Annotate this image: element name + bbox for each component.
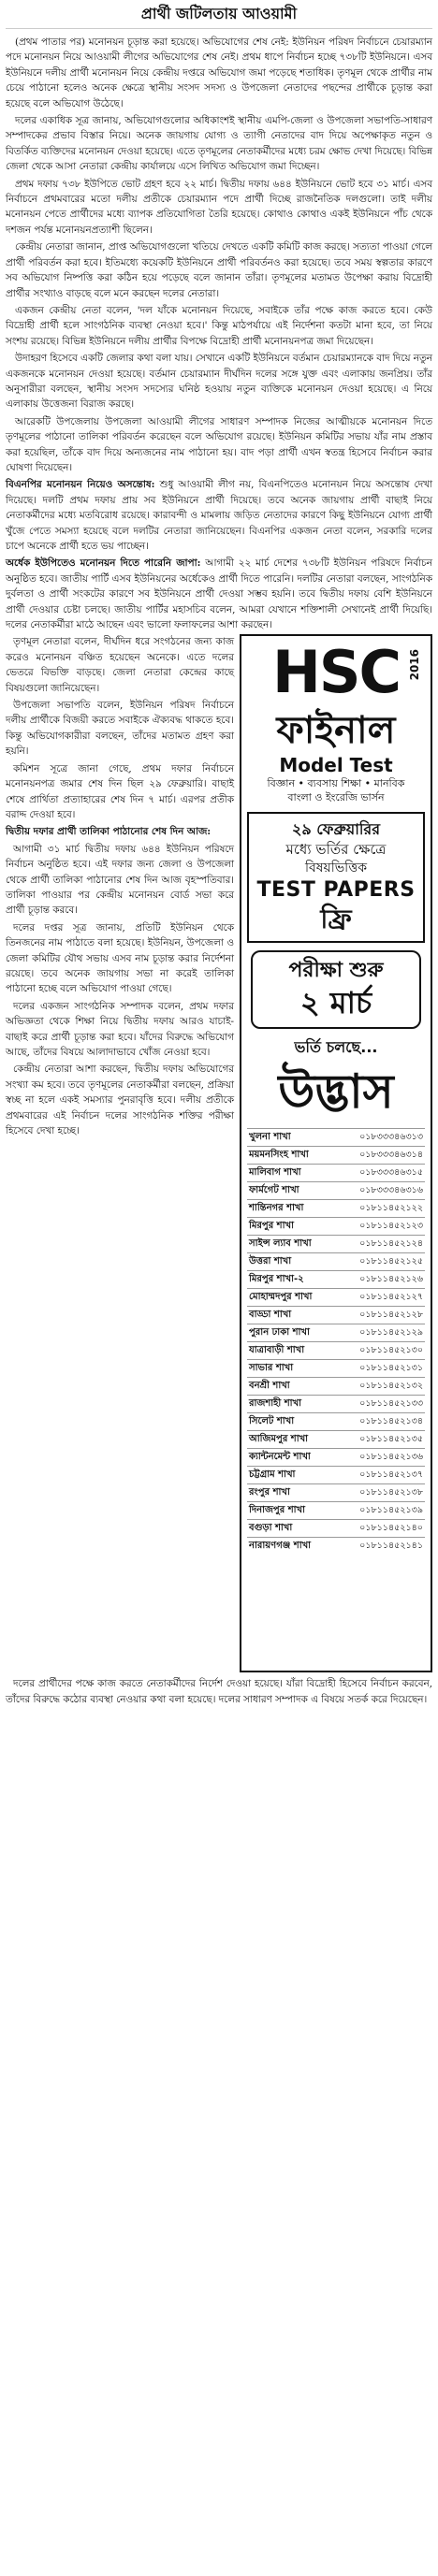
ad-branch-phone: ০১৮১১৪৫২১৩৯ xyxy=(336,1502,425,1520)
ad-branch-name: উত্তরা শাখা xyxy=(247,1253,336,1271)
ad-branch-row xyxy=(247,1129,425,1147)
article-headline: প্রার্থী জটিলতায় আওয়ামী xyxy=(6,4,432,29)
ad-branch-name: বনশ্রী শাখা xyxy=(247,1378,336,1396)
ad-branch-row xyxy=(247,1182,425,1200)
article-paragraph: আগামী ৩১ মার্চ দ্বিতীয় দফায় ৬৪৪ ইউনিয়ন পরিষদে নির্বাচন অনুষ্ঠিত হবে। এই দফার জন্য জেলা ও উপজেলা থেকে প্রার্থী তালিকা পাঠানোর শেষ দিন আজ বৃহস্পতিবার। তালিকা পাওয়ার পর কেন্দ্রীয় মনোনয়ন বোর্ড সভা করে প্রার্থী চূড়ান্ত করবে। xyxy=(6,843,234,917)
article-paragraph: উপজেলা সভাপতি বলেন, ইউনিয়ন পরিষদ নির্বাচনে দলীয় প্রার্থীকে বিজয়ী করতে সবাইকে ঐক্যবদ্ধ থাকতে হবে। কিন্তু অভিযোগকারীরা বলছেন, তাঁদের মতামত গ্রহণ করা হয়নি। xyxy=(6,700,234,758)
ad-branch-name: খুলনা শাখা xyxy=(247,1129,336,1147)
ad-branch-name: মালিবাগ শাখা xyxy=(247,1165,336,1182)
article-continuation xyxy=(6,634,234,1672)
article-section xyxy=(6,556,432,632)
ad-branch-phone: ০১৮১১৪৫২১৩৪ xyxy=(336,1413,425,1431)
ad-branch-row xyxy=(247,1538,425,1556)
ad-model-test: Model Test xyxy=(279,754,393,777)
article-section xyxy=(6,477,432,554)
ad-branch-name: সাভার শাখা xyxy=(247,1360,336,1378)
ad-branch-phone: ০১৮১১৪৫২১৩৩ xyxy=(336,1396,425,1413)
ad-branch-row xyxy=(247,1200,425,1218)
ad-branch-name: বগুড়া শাখা xyxy=(247,1520,336,1538)
ad-branch-name: মিরপুর শাখা xyxy=(247,1218,336,1236)
ad-offer-subject: বিষয়ভিত্তিক xyxy=(304,861,367,876)
article-paragraph: কেন্দ্রীয় নেতারা জানান, প্রাপ্ত অভিযোগগুলো খতিয়ে দেখতে একটি কমিটি কাজ করছে। সত্যতা পাওয়া গেলে প্রার্থী পরিবর্তন করা হবে। ইতিমধ্যে কয়েকটি ইউনিয়নে প্রার্থী পরিবর্তনও করা হয়েছে। তবে সময় স্বল্পতার কারণে সব অভিযোগ নিষ্পত্তি করা কঠিন হয়ে পড়েছে বলে জানান তাঁরা। তৃণমূলের মতামত উপেক্ষা করায় বিদ্রোহী প্রার্থীর সংখ্যাও বাড়ছে বলে মনে করছেন দলের নেতারা। xyxy=(6,241,432,299)
ad-branch-name: রাজশাহী শাখা xyxy=(247,1396,336,1413)
ad-branch-table xyxy=(247,1128,425,1555)
ad-branch-phone: ০১৮১১৪৫২১২৬ xyxy=(336,1271,425,1289)
ad-version: বাংলা ও ইংরেজি ভার্সন xyxy=(287,791,385,804)
ad-branch-row xyxy=(247,1342,425,1360)
ad-branch-row xyxy=(247,1502,425,1520)
ad-branch-phone: ০১৮১১৪৫২১৩৬ xyxy=(336,1449,425,1467)
ad-branch-phone: ০১৮১১৪৫২১২৭ xyxy=(336,1289,425,1307)
ad-branch-name: সিলেট শাখা xyxy=(247,1413,336,1431)
ad-branch-name: যাত্রাবাড়ী শাখা xyxy=(247,1342,336,1360)
article-paragraph: একজন কেন্দ্রীয় নেতা বলেন, 'দল যাঁকে মনোনয়ন দিয়েছে, সবাইকে তাঁর পক্ষে কাজ করতে হবে। কেউ বিদ্রোহী প্রার্থী হলে সাংগঠনিক ব্যবস্থা নেওয়া হবে।' কিন্তু মাঠপর্যায়ে এই নির্দেশনা কতটা মানা হবে, তা নিয়ে সংশয় রয়েছে। বিভিন্ন ইউনিয়নে দলীয় প্রার্থীর বিপক্ষে বিদ্রোহী প্রার্থী মনোনয়নপত্র জমা দিয়েছেন। xyxy=(6,304,432,347)
ad-branch-name: ফার্মগেট শাখা xyxy=(247,1182,336,1200)
section-subhead: অর্ধেক ইউপিতেও মনোনয়ন দিতে পারেনি জাপা: xyxy=(6,557,201,570)
ad-branch-row xyxy=(247,1467,425,1484)
ad-branch-row xyxy=(247,1253,425,1271)
ad-branch-phone: ০১৮৩৩৩৪৬৩১৪ xyxy=(336,1147,425,1165)
ad-year: 2016 xyxy=(408,649,421,681)
section-text: আগামী ২২ মার্চ দেশের ৭৩৮টি ইউনিয়ন পরিষদে নির্বাচন অনুষ্ঠিত হবে। জাতীয় পার্টি এসব ইউনিয়নের অর্ধেকেও প্রার্থী দিতে পারেনি। দলটির নেতারা বলছেন, সাংগঠনিক দুর্বলতা ও প্রার্থী সংকটের কারণে সব ইউনিয়নে প্রার্থী দেওয়া সম্ভব হয়নি। তবে দ্বিতীয় দফায় বেশি ইউনিয়নে প্রার্থী দেওয়ার চেষ্টা চলছে। জাতীয় পার্টির মহাসচিব বলেন, আমরা যেখানে শক্তিশালী সেখানেই প্রার্থী দিয়েছি। দলের নেতাকর্মীরা মাঠে আছেন এবং ভালো ফলাফলের আশা করছেন। xyxy=(6,557,432,631)
ad-branch-row xyxy=(247,1396,425,1413)
article-paragraph: (প্রথম পাতার পর) মনোনয়ন চূড়ান্ত করা হয়েছে। অভিযোগের শেষ নেই: ইউনিয়ন পরিষদ নির্বাচনে চেয়ারম্যান পদে মনোনয়ন নিয়ে আওয়ামী লীগের অভিযোগের শেষ নেই। প্রথম ধাপে নির্বাচন হচ্ছে ৭৩৮টি ইউনিয়নে। এসব ইউনিয়নে দলীয় প্রার্থী মনোনয়ন নিয়ে কেন্দ্রীয় দপ্তরে অভিযোগ জমা পড়েছে শতাধিক। তৃণমূল থেকে প্রার্থীর নাম চেয়ে পাঠানো হলেও অনেক ক্ষেত্রে স্থানীয় সংসদ সদস্য ও উপজেলা নেতাদের পছন্দের প্রার্থীকে চূড়ান্ত করা হয়েছে বলে অভিযোগ উঠেছে। xyxy=(6,36,432,109)
ad-branch-name: শান্তিনগর শাখা xyxy=(247,1200,336,1218)
ad-branch-row xyxy=(247,1413,425,1431)
ad-branch-name: আজিমপুর শাখা xyxy=(247,1431,336,1449)
ad-exam-start-date: ২ মার্চ xyxy=(299,985,372,1021)
ad-offer-date: ২৯ ফেব্রুয়ারির xyxy=(291,820,381,839)
article-body xyxy=(6,35,432,632)
ad-branch-row xyxy=(247,1378,425,1396)
ad-branch-name: মোহাম্মদপুর শাখা xyxy=(247,1289,336,1307)
ad-branch-row xyxy=(247,1218,425,1236)
ad-branch-phone: ০১৮১১৪৫২১২৩ xyxy=(336,1218,425,1236)
ad-branch-phone: ০১৮১১৪৫২১৩৫ xyxy=(336,1431,425,1449)
ad-branch-phone: ০১৮১১৪৫২১৩০ xyxy=(336,1342,425,1360)
ad-exam-start-box xyxy=(251,950,421,1029)
ad-branch-phone: ০১৮১১৪৫২১২২ xyxy=(336,1200,425,1218)
article-paragraph: কমিশন সূত্রে জানা গেছে, প্রথম দফার নির্বাচনে মনোনয়নপত্র জমার শেষ দিন ছিল ২৯ ফেব্রুয়ারি। বাছাই শেষে প্রার্থিতা প্রত্যাহারের শেষ দিন ৭ মার্চ। এরপর প্রতীক বরাদ্দ দেওয়া হবে। xyxy=(6,762,234,820)
ad-branch-phone: ০১৮১১৪৫২১২৯ xyxy=(336,1324,425,1342)
ad-branch-row xyxy=(247,1520,425,1538)
ad-branch-phone: ০১৮৩৩৩৪৬৩১৩ xyxy=(336,1129,425,1147)
ad-groups: বিজ্ঞান • ব্যবসায় শিক্ষা • মানবিক xyxy=(267,777,405,790)
ad-branch-name: সাইন্স ল্যাব শাখা xyxy=(247,1236,336,1253)
ad-exam-name: HSC xyxy=(271,638,401,707)
ad-exam-start-label: পরীক্ষা শুরু xyxy=(288,959,384,983)
ad-branch-phone: ০১৮১১৪৫২১২৫ xyxy=(336,1253,425,1271)
article-paragraph: প্রথম দফায় ৭৩৮ ইউপিতে ভোট গ্রহণ হবে ২২ মার্চ। দ্বিতীয় দফায় ৬৪৪ ইউনিয়নে ভোট হবে ৩১ মার্চ। এসব নির্বাচনে প্রথমবারের মতো দলীয় প্রতীকে চেয়ারম্যান পদে প্রার্থী দিচ্ছে রাজনৈতিক দলগুলো। তাই দলীয় মনোনয়ন পেতে প্রার্থীদের মধ্যে ব্যাপক প্রতিযোগিতা তৈরি হয়েছে। কোথাও কোথাও একই ইউনিয়নে পাঁচ থেকে দশজন পর্যন্ত মনোনয়নপ্রত্যাশী ছিলেন। xyxy=(6,178,432,236)
ad-branch-row xyxy=(247,1307,425,1324)
ad-offer-test-papers: TEST PAPERS xyxy=(256,878,416,903)
ad-offer-box xyxy=(247,812,425,943)
ad-branch-phone: ০১৮৩৩৩৪৬৩১৬ xyxy=(336,1182,425,1200)
article-paragraph: উদাহরণ হিসেবে একটি জেলার কথা বলা যায়। সেখানে একটি ইউনিয়নে বর্তমান চেয়ারম্যানকে বাদ দিয়ে নতুন একজনকে মনোনয়ন দেওয়া হয়েছে। বর্তমান চেয়ারম্যান দীর্ঘদিন দলের সঙ্গে যুক্ত এবং এলাকায় জনপ্রিয়। তাঁর অনুসারীরা বলছেন, স্থানীয় সংসদ সদস্যের ঘনিষ্ঠ হওয়ায় নতুন ব্যক্তিকে মনোনয়ন দেওয়া হয়েছে। এ নিয়ে এলাকায় উত্তেজনা বিরাজ করছে। xyxy=(6,353,433,411)
ad-branch-name: চট্টগ্রাম শাখা xyxy=(247,1467,336,1484)
ad-branch-name: ময়মনসিংহ শাখা xyxy=(247,1147,336,1165)
ad-branch-row xyxy=(247,1289,425,1307)
ad-branch-phone: ০১৮১১৪৫২১২৪ xyxy=(336,1236,425,1253)
bottom-section xyxy=(6,634,432,1672)
ad-branch-row xyxy=(247,1431,425,1449)
ad-branch-phone: ০১৮১১৪৫২১৪০ xyxy=(336,1520,425,1538)
ad-branch-phone: ০১৮১১৪৫২১৩১ xyxy=(336,1360,425,1378)
article-paragraph: আরেকটি উপজেলায় উপজেলা আওয়ামী লীগের সাধারণ সম্পাদক নিজের আত্মীয়কে মনোনয়ন দিতে তৃণমূলের পাঠানো তালিকা পরিবর্তন করেছেন বলে অভিযোগ রয়েছে। ইউনিয়ন কমিটির সভায় যাঁর নাম প্রস্তাব করা হয়েছিল, তাঁকে বাদ দিয়ে অন্যজনের নাম পাঠানো হয়। বাদ পড়া প্রার্থী এখন স্বতন্ত্র হিসেবে নির্বাচন করার ঘোষণা দিয়েছেন। xyxy=(6,415,432,473)
ad-branch-row xyxy=(247,1360,425,1378)
ad-branch-name: পুরান ঢাকা শাখা xyxy=(247,1324,336,1342)
ad-offer-condition: মধ্যে ভর্তির ক্ষেত্রে xyxy=(285,841,387,859)
article-paragraph: দলের প্রার্থীদের পক্ষে কাজ করতে নেতাকর্মীদের নির্দেশ দেওয়া হয়েছে। যাঁরা বিদ্রোহী হিসেবে নির্বাচন করবেন, তাঁদের বিরুদ্ধে কঠোর ব্যবস্থা নেওয়ার কথা বলা হয়েছে। দলের সাধারণ সম্পাদক এ বিষয়ে সতর্ক করে দিয়েছেন। xyxy=(6,1678,432,1705)
ad-branch-name: দিনাজপুর শাখা xyxy=(247,1502,336,1520)
ad-branch-name: রংপুর শাখা xyxy=(247,1484,336,1502)
ad-final-label: ফাইনাল xyxy=(276,709,396,753)
ad-branch-row xyxy=(247,1271,425,1289)
ad-branch-row xyxy=(247,1147,425,1165)
ad-admission: ভর্তি চলছে... xyxy=(294,1038,378,1057)
ad-branch-phone: ০১৮৩৩৩৪৬৩১৫ xyxy=(336,1165,425,1182)
ad-offer-free: ফ্রি xyxy=(320,904,352,935)
section-subhead xyxy=(6,824,234,839)
ad-branch-name: মিরপুর শাখা-২ xyxy=(247,1271,336,1289)
ad-branch-row xyxy=(247,1165,425,1182)
article-paragraph: কেন্দ্রীয় নেতারা আশা করছেন, দ্বিতীয় দফায় অভিযোগের সংখ্যা কম হবে। তবে তৃণমূলের নেতাকর্মীরা বলছেন, প্রক্রিয়া স্বচ্ছ না হলে একই সমস্যার পুনরাবৃত্তি হবে। দলীয় প্রতীকে প্রথমবারের এই নির্বাচন দলের সাংগঠনিক শক্তির পরীক্ষা হিসেবে দেখা হচ্ছে। xyxy=(6,1064,234,1137)
ad-branch-name: নারায়ণগঞ্জ শাখা xyxy=(247,1538,336,1556)
ad-branch-name: বাড্ডা শাখা xyxy=(247,1307,336,1324)
ad-branch-row xyxy=(247,1236,425,1253)
ad-branch-name: ক্যান্টনমেন্ট শাখা xyxy=(247,1449,336,1467)
article-footer xyxy=(6,1676,432,1707)
ad-branch-phone: ০১৮১১৪৫২১৩৭ xyxy=(336,1467,425,1484)
ad-brand-logo: উদ্ভাস xyxy=(278,1064,394,1120)
ad-branch-row xyxy=(247,1449,425,1467)
advertisement[interactable] xyxy=(240,634,432,1672)
article-paragraph: তৃণমূল নেতারা বলেন, দীর্ঘদিন ধরে সংগঠনের জন্য কাজ করেও মনোনয়ন বঞ্চিত হয়েছেন অনেকে। এতে দলের ভেতরে বিভক্তি বাড়ছে। জেলা নেতারা কেন্দ্রের কাছে বিষয়গুলো জানিয়েছেন। xyxy=(6,636,234,694)
ad-branch-phone: ০১৮১১৪৫২১৩২ xyxy=(336,1378,425,1396)
ad-branch-row xyxy=(247,1324,425,1342)
ad-branch-phone: ০১৮১১৪৫২১৪১ xyxy=(336,1538,425,1556)
article-paragraph: দলের একাধিক সূত্র জানায়, অভিযোগগুলোর অধিকাংশই স্থানীয় এমপি-জেলা ও উপজেলা সভাপতি-সাধারণ সম্পাদকের প্রভাব বিস্তার নিয়ে। অনেক জায়গায় যোগ্য ও ত্যাগী নেতাদের বাদ দিয়ে অপেক্ষাকৃত নতুন ও বিতর্কিত ব্যক্তিদের মনোনয়ন দেওয়া হয়েছে। এতে তৃণমূলের নেতাকর্মীদের মধ্যে চরম ক্ষোভ দেখা দিয়েছে। বিভিন্ন জেলা থেকে আসা নেতারা কেন্দ্রীয় কার্যালয়ে এসে লিখিত অভিযোগ জমা দিচ্ছেন। xyxy=(6,115,432,173)
article-paragraph: দলের একজন সাংগঠনিক সম্পাদক বলেন, প্রথম দফার অভিজ্ঞতা থেকে শিক্ষা নিয়ে দ্বিতীয় দফায় আরও যাচাই-বাছাই করে প্রার্থী চূড়ান্ত করা হবে। যাঁদের বিরুদ্ধে অভিযোগ আছে, তাঁদের বিষয়ে আলাদাভাবে খোঁজ নেওয়া হবে। xyxy=(6,1000,234,1058)
section-subhead: বিএনপির মনোনয়ন নিয়েও অসন্তোষ: xyxy=(6,479,155,491)
ad-branch-phone: ০১৮১১৪৫২১২৮ xyxy=(336,1307,425,1324)
ad-title-row xyxy=(247,640,425,705)
ad-branch-phone: ০১৮১১৪৫২১৩৮ xyxy=(336,1484,425,1502)
article-paragraph: দলের দপ্তর সূত্র জানায়, প্রতিটি ইউনিয়ন থেকে তিনজনের নাম পাঠাতে বলা হয়েছে। ইউনিয়ন, উপজেলা ও জেলা কমিটির যৌথ সভায় এসব নাম চূড়ান্ত করার নির্দেশনা রয়েছে। তবে অনেক জায়গায় সভা না করেই তালিকা পাঠানো হচ্ছে বলে অভিযোগ পাওয়া গেছে। xyxy=(6,921,234,995)
ad-branch-row xyxy=(247,1484,425,1502)
section-text: শুধু আওয়ামী লীগ নয়, বিএনপিতেও মনোনয়ন নিয়ে অসন্তোষ দেখা দিয়েছে। দলটি প্রথম দফায় প্রায় সব ইউনিয়নে প্রার্থী দিয়েছে। তবে অনেক জায়গায় প্রার্থী বাছাই নিয়ে নেতাকর্মীদের মধ্যে মতবিরোধ রয়েছে। কারাবন্দী ও মামলায় জড়িত নেতাদের কারণে কিছু ইউনিয়নে যোগ্য প্রার্থী খুঁজে পেতে সমস্যা হয়েছে বলে দলটির নেতারা জানিয়েছেন। বিএনপির একজন নেতা বলেন, সরকারি দলের চাপে অনেকে প্রার্থী হতে ভয় পাচ্ছেন। xyxy=(6,479,432,552)
section-subhead-text: দ্বিতীয় দফার প্রার্থী তালিকা পাঠানোর শেষ দিন আজ: xyxy=(6,826,212,838)
